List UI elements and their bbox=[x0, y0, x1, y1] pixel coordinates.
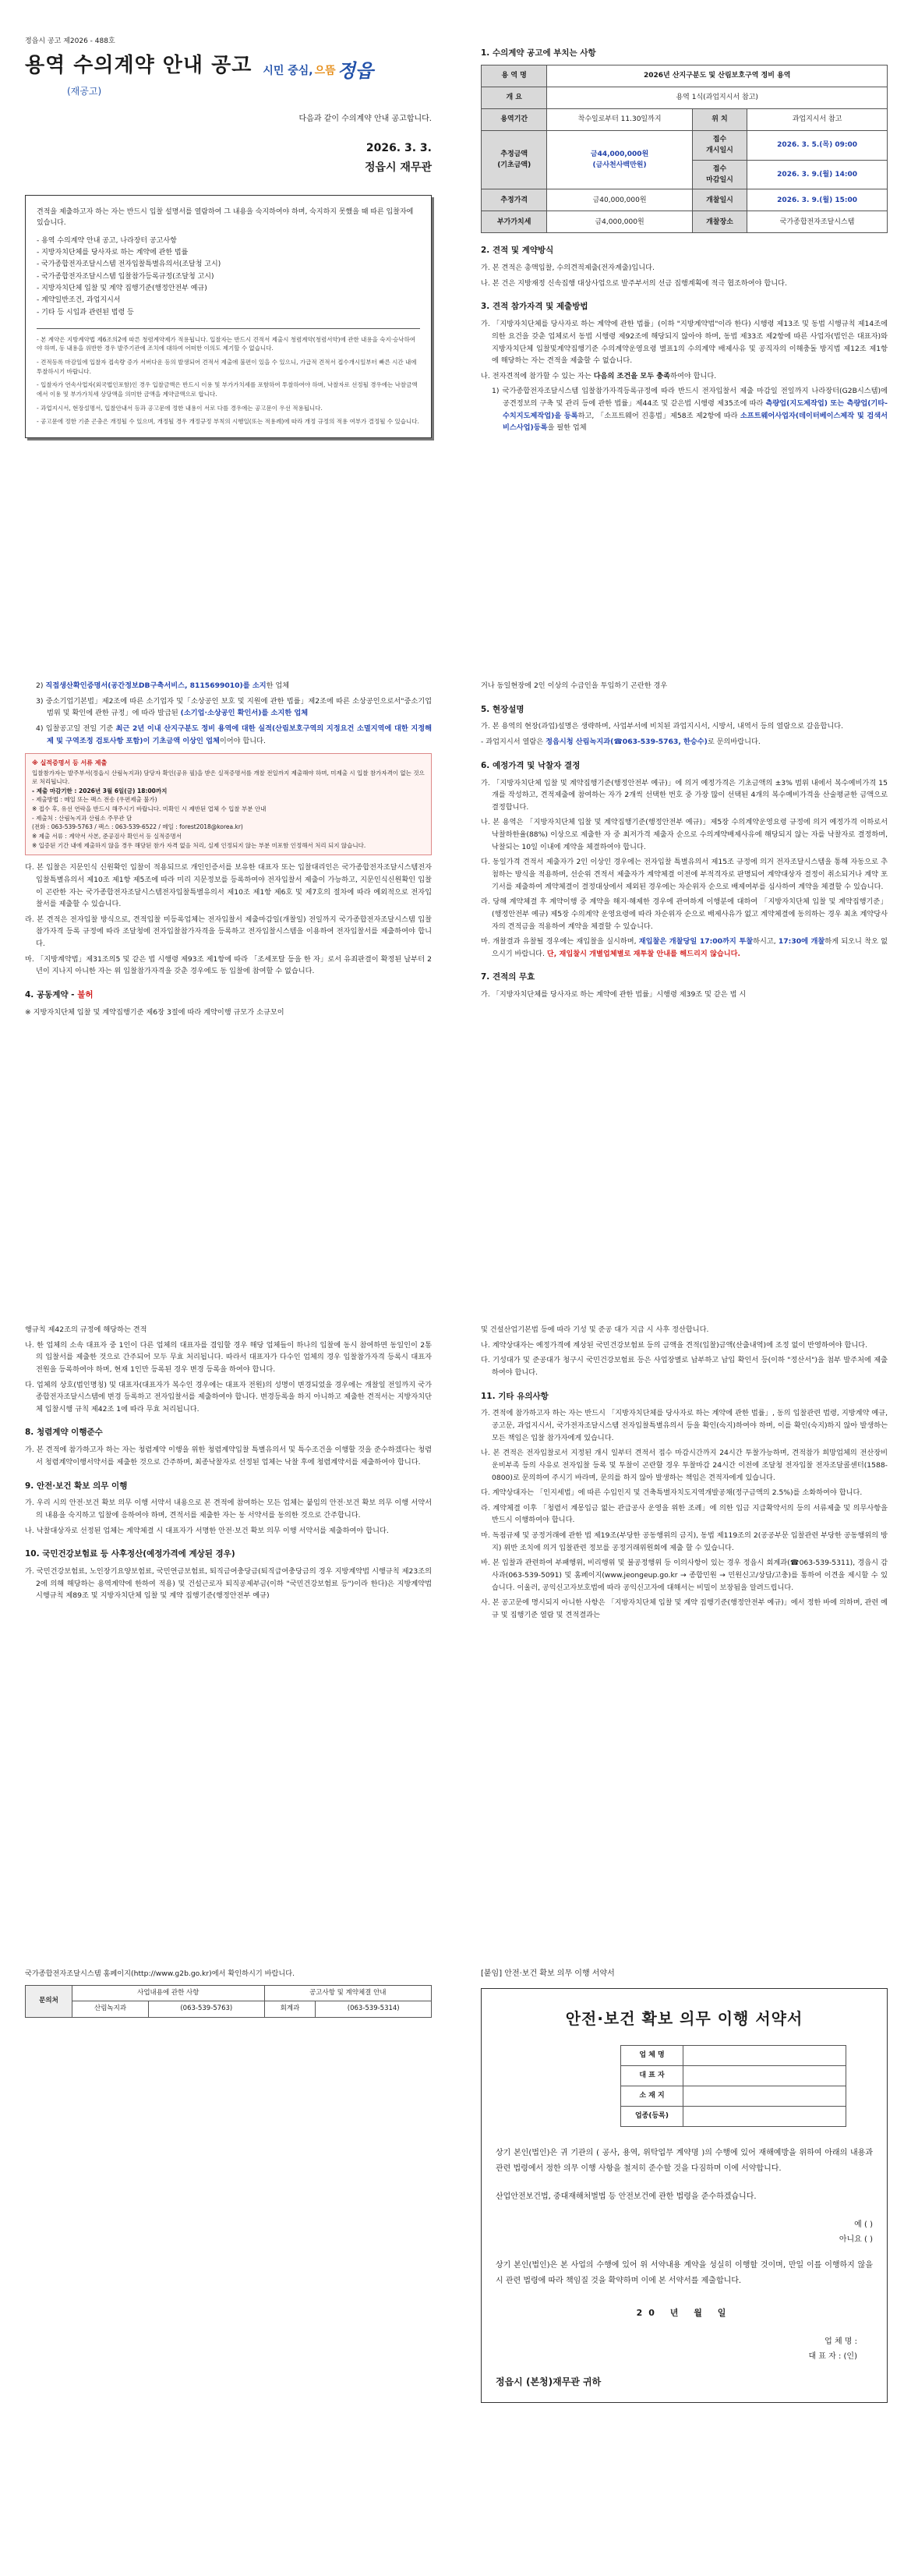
para-2-a: 가. 본 견적은 총액입찰, 수의견적제출(전자계출)입니다. bbox=[481, 264, 655, 273]
cell-label: 개 요 bbox=[482, 87, 547, 108]
warn-item: - 제출방법 : 메일 또는 팩스 전송 (우편제출 불가) bbox=[32, 796, 157, 804]
field-address[interactable] bbox=[683, 2086, 846, 2107]
list-item: - 용역 수의계약 안내 공고, 나라장터 공고사항 bbox=[37, 236, 177, 245]
warn-deadline: - 제출 마감기한 : 2026년 3월 6일(금) 18:00까지 bbox=[32, 787, 168, 794]
section-4-heading: 4. 공동계약 - 불허 bbox=[25, 989, 94, 1000]
para-6-a: 가. 「지방자치단체 입찰 및 계약집행기준(행정안전부 예규)」에 의거 예정가격은 기초금액의 ±3% 범위 내에서 복수예비가격 15개를 작성하고, 견적제출에 참여하는 자가 2개씩 선택한 번호 중 가장 많이 선택된 4개의 복수예비가격을 산술평균한 금액으로 결정합니다. bbox=[481, 778, 888, 812]
sign-representative: 대 표 자 : (인) bbox=[808, 2351, 857, 2361]
cell-value: 금40,000,000원 bbox=[547, 189, 692, 211]
cell-label: 부가가치세 bbox=[482, 211, 547, 233]
document-submission-box bbox=[25, 753, 432, 855]
para-3-a: 가. 「지방자치단체를 당사자로 하는 계약에 관한 법률」(이하 "지방계약법"이라 한다) 시행령 제13조 및 동법 시행규칙 제14조에 의한 요건을 갖춘 업체로서 동법 시행령 제92조에 해당되지 않아야 하며, 동법 제33조 제2항에 따른 사업자(법인은 대표자)와 지방자치단체 입찰및계약집행기준 수의계약운영요령 별표1의 수의계약 배제사유 및 공직자의 이해충돌 방지법 제12조 제1항에 해당하는 자는 견적을 제출할 수 없습니다. bbox=[481, 320, 888, 366]
para-3-3: 3) 중소기업기본법」제2조에 따른 소기업자 및「소상공인 보호 및 지원에 관한 법률」제2조에 따른 소상공인으로서"중소기업 범위 및 확인에 관한 규정」에 따라 발급된 (소기업·소상공인 확인서)를 소지한 업체 bbox=[36, 696, 432, 718]
cell-value: 착수일로부터 11.30일까지 bbox=[547, 108, 692, 130]
contact-header: 사업내용에 관한 사항 bbox=[72, 1985, 265, 2001]
field-company-name[interactable] bbox=[683, 2046, 846, 2066]
para-3-4: 4) 입찰공고일 전일 기준 최근 2년 이내 산지구분도 정비 용역에 대한 실적(산림보호구역의 지정요건 소멸지역에 대한 지정해제 및 구역조정 검토사항 포함)이 기초금액 이상인 업체이어야 합니다. bbox=[36, 724, 432, 745]
page-7 bbox=[0, 1932, 455, 2576]
field-label: 업종(등록) bbox=[621, 2107, 683, 2127]
slogan-part-1: 시민 중심, bbox=[263, 65, 313, 78]
intro-text: 다음과 같이 수의계약 안내 공고합니다. bbox=[298, 115, 432, 124]
para-7-a: 가. 「지방자치단체를 당사자로 하는 계약에 관한 법률」시행령 제39조 및 같은 법 시 bbox=[481, 990, 747, 1000]
form-text-1: 상기 본인(법인)은 귀 기관의 ( 공사, 용역, 위탁업무 계약명 )의 수행에 있어 재해예방을 위하여 아래의 내용과 관련 법령에서 정한 의무 이행 사항을 철저히 준수할 것을 다짐하며 이에 서약합니다. bbox=[496, 2149, 873, 2173]
para-9-a: 가. 우리 시의 안전·보건 확보 의무 이행 서약서 내용으로 본 견적에 참여하는 모든 업체는 붙임의 안전·보건 확보 의무 이행 서약서의 내용을 숙지하고 입찰에 응하여야 하며, 견적서를 제출한 자는 동 서약서를 동의한 것으로 간주합니다. bbox=[25, 1499, 432, 1520]
list-item: - 국가종합전자조달시스템 전자입찰특별유의서(조달청 고시) bbox=[37, 260, 221, 269]
warn-text: 입찰참가자는 발주부서(정읍시 산림녹지과) 담당자 확인(공유 필)을 받은 실적증명서를 개찰 전일까지 제출해야 하며, 미제출 시 입찰 참가자격이 없는 것으로 처리됩니다. bbox=[32, 769, 425, 786]
contact-dept: 회계과 bbox=[264, 2001, 316, 2018]
fine-item: - 공고문에 정한 기준 곤충은 개정될 수 있으며, 개정될 경우 개정규정 부칙의 시행일(또는 적용례)에 따라 개정 규정의 적용 여부가 결정될 수 있습니다. bbox=[37, 418, 419, 426]
field-business-type[interactable] bbox=[683, 2107, 846, 2127]
para-5-a: 가. 본 용역의 현장(과업)설명은 생략하며, 사업부서에 비치된 과업지시서, 시방서, 내역서 등의 열람으로 갈음합니다. bbox=[481, 722, 844, 731]
contact-label: 문의처 bbox=[26, 1985, 72, 2017]
para-9-b: 나. 낙찰대상자로 선정된 업체는 계약체결 시 대표자가 서명한 안전·보건 확보 의무 이행 서약서를 제출하여야 합니다. bbox=[25, 1526, 389, 1535]
para-10-a: 가. 국민건강보험료, 노인장기요양보험료, 국민연금보험료, 퇴직금여충당금(퇴직급여충당금의 경우 지방계약법 시행규칙 제23조의2에 의해 해당하는 용역계약에 한하여 적용) 및 건설근로자 퇴직공제부금(이하 "국민건강보험료 등")이라 한다)은 지방계약법 시행규칙 제89조 및 지방자치단체 입찰 및 계약 집행기준(행정안전부 예규) bbox=[25, 1567, 432, 1601]
para-3-ma: 마. 「지방계약법」제31조의5 및 같은 법 시행령 제93조 제1항에 따라 「조세포탈 등을 한 자」로서 유죄판결이 확정된 날부터 2년이 지나지 아니한 자는 위 입찰참가자격을 갖춘 경우에도 동 입찰에 참여할 수 없습니다. bbox=[25, 954, 432, 976]
para-8-a: 가. 본 견적에 참가하고자 하는 자는 청렴계약 이행을 위한 청렴계약입찰 특별유의서 및 특수조건을 이행할 것을 준수하겠다는 청렴서 청렴계약이행서약서를 제출한 것으로 간주하며, 최종낙찰자로 선정된 업체는 낙찰 후에 청렴계약서를 제출하여야 합니다. bbox=[25, 1445, 432, 1467]
para-3-2: 2) 직접생산확인증명서(공간정보DB구축서비스, 8115699010)를 소지한 업체 bbox=[36, 681, 290, 690]
para-6-b: 나. 본 용역은 「지방자치단체 입찰 및 계약집행기준(행정안전부 예규)」제5장 수의계약운영요령 규정에 의거 예정가격 이하로서 낙찰하한율(88%) 이상으로 제출한 자 중 최저가격 제출자 순으로 수의계약배제사유에 해당되지 않는 자를 낙찰자로 결정하며, 낙찰되는 10일 이내에 계약을 체결하여야 합니다. bbox=[481, 818, 888, 851]
warn-item: (전화 : 063-539-5763 / 팩스 : 063-539-6522 / 메일 : forest2018@korea.kr) bbox=[32, 823, 243, 831]
warn-item: - 제출처 : 산림녹지과 산림소 주무관 담 bbox=[32, 814, 132, 822]
header bbox=[25, 50, 432, 99]
para-10-na: 나. 계약상대자는 예정가격에 계상된 국민건강보험료 등의 금액을 견적(입찰)금액(산출내역)에 조정 없이 반영하여야 합니다. bbox=[481, 1340, 868, 1350]
city-slogan-logo bbox=[263, 56, 373, 86]
page-5 bbox=[0, 1288, 455, 1932]
page-4 bbox=[456, 644, 911, 1288]
choice-no[interactable]: 아니요 ( ) bbox=[839, 2235, 873, 2244]
para-10-cont: 및 건설산업기본법 등에 따라 기성 및 준공 대가 지급 시 사후 정산합니다. bbox=[481, 1325, 709, 1334]
cell-value: 금4,000,000원 bbox=[547, 211, 692, 233]
cell-label: 개찰장소 bbox=[692, 211, 747, 233]
form-date: 20 년 월 일 bbox=[636, 2308, 733, 2318]
cell-label: 개찰일시 bbox=[692, 189, 747, 211]
para-6-d: 라. 당해 계약체결 후 계약이행 중 계약을 해지·해제한 경우에 관여하게 이행분에 대하여 「지방자치단체 입찰 및 계약집행기준」(행정안전부 예규) 제5장 수의계약 운영요령에 따라 차순위자 순으로 배제사유가 없고 계약체결에 동의하는 경우 최초 계약당사자의 견적금을 적용하여 계약을 체결할 수 있습니다. bbox=[481, 897, 888, 931]
warn-title: ※ 실적증명서 등 서류 제출 bbox=[32, 759, 108, 767]
fine-item: - 과업지시서, 현장설명서, 입찰안내서 등과 공고문에 정한 내용이 서로 다를 경우에는 공고문이 우선 적용됩니다. bbox=[37, 404, 323, 412]
page-1 bbox=[0, 0, 455, 644]
field-label: 업 체 명 bbox=[621, 2046, 683, 2066]
choice-yes[interactable]: 예 ( ) bbox=[854, 2220, 873, 2229]
cell-value: 금44,000,000원 (금사천사백만원) bbox=[547, 130, 692, 189]
slogan-part-3: 정읍 bbox=[337, 60, 374, 83]
para-11-ra: 라. 계약체결 이후 「청렴서 계몽입금 없는 관급공사 운영을 위한 조례」에 의한 입금 지급확약서의 등의 서류제출 및 의무사항을 반드시 이행하여야 합니다. bbox=[481, 1503, 888, 1525]
para-11-ma: 마. 독점규제 및 공정거래에 관한 법 제19조(부당한 공동행위의 금지), 동법 제119조의 2(공공부문 입찰관련 부당한 공동행위의 방지) 위반 조치에 의거 입찰관련 정보를 공정거래위원회에 제출 할 수 있습니다. bbox=[481, 1531, 888, 1552]
notice-list bbox=[37, 235, 420, 319]
field-label: 대 표 자 bbox=[621, 2066, 683, 2086]
list-item: - 국가종합전자조달시스템 입찰참가등록규정(조달청 고시) bbox=[37, 272, 214, 281]
para-11-da: 다. 계약상대자는 「인지세법」에 따른 수입인지 및 건축특별자치도지역개발공채(정구금액의 2.5%)를 소화하여야 합니다. bbox=[481, 1488, 863, 1498]
list-item: - 지방자치단체를 당사자로 하는 계약에 관한 법률 bbox=[37, 249, 189, 257]
fine-item: - 본 계약은 지방계약법 제6조의2에 따른 청렴계약제가 적용됩니다. 입찰자는 반드시 견적서 제출시 청렴계약(청렴서약)에 관한 내용을 숙지·승낙하여야 하며, 동 내용을 위반한 경우 발주기관에 조치에 대하여 어떠한 이의도 제기할 수 없습니다. bbox=[37, 335, 416, 352]
para-10-da: 다. 기성대가 및 준공대가 청구시 국민건강보험료 등은 사업장별로 납부하고 납입 확인서 등(이하 "정산서")을 첨부 발주처에 제출하여야 합니다. bbox=[481, 1356, 888, 1377]
notice-lead: 견적을 제출하고자 하는 자는 반드시 입찰 설명서를 열람하여 그 내용을 숙지하여야 하며, 숙지하지 못했을 때 따른 입찰자에 있습니다. bbox=[37, 207, 414, 228]
para-4-note: ※ 지방자치단체 입찰 및 계약집행기준 제6장 3절에 따라 계약이행 규모가 소규모이 bbox=[25, 1007, 284, 1017]
contact-dept: 산림녹지과 bbox=[72, 2001, 149, 2018]
section-7-heading: 7. 견적의 무효 bbox=[481, 972, 535, 982]
cell-value: 2026년 산지구분도 및 산림보호구역 정비 용역 bbox=[547, 65, 888, 87]
list-item: - 계약일반조건, 과업지시서 bbox=[37, 296, 121, 305]
cell-value: 용역 1식(과업지시서 참고) bbox=[547, 87, 888, 108]
form-recipient: 정읍시 (본청)재무관 귀하 bbox=[496, 2376, 602, 2387]
page-title: 용역 수의계약 안내 공고 bbox=[25, 54, 252, 78]
cell-label: 추정금액 (기초금액) bbox=[482, 130, 547, 189]
section-3-heading: 3. 견적 참가자격 및 제출방법 bbox=[481, 302, 588, 312]
contact-table bbox=[25, 1985, 432, 2018]
list-item: - 지방자치단체 입찰 및 계약 집행기준(행정안전부 예규) bbox=[37, 284, 207, 292]
para-3-ra: 라. 본 견적은 전자입찰 방식으로, 견적입찰 미등록업체는 전자입찰서 제출마감일(개찰일) 전일까지 국가종합전자조달시스템 입찰참가자격 등록 규정에 따라 조달청에 전자입찰참가자격을 등록하고 전자입찰시스템을 이용하여 전자입찰서를 제출하여야 합니다. bbox=[25, 915, 432, 949]
sign-company: 업 체 명 : bbox=[824, 2337, 857, 2346]
para-11-sa: 사. 본 공고문에 명시되지 아니한 사항은 「지방자치단체 입찰 및 계약 집행기준(행정안전부 예규)」에서 정한 바에 의하며, 관련 예규 및 집행기준 열람 및 견적결과는 bbox=[481, 1598, 888, 1619]
slogan-part-2: 으뜸 bbox=[314, 65, 336, 78]
cell-value: 2026. 3. 9.(월) 14:00 bbox=[747, 160, 888, 189]
form-signature bbox=[496, 2334, 873, 2364]
form-fields-table bbox=[620, 2045, 846, 2127]
page-2 bbox=[456, 0, 911, 644]
cell-value: 2026. 3. 9.(월) 15:00 bbox=[747, 189, 888, 211]
cell-label: 위 치 bbox=[692, 108, 747, 130]
para-6-e: 마. 개찰결과 유찰될 경우에는 재입찰을 실시하며, 재입찰은 개찰당일 17:00까지 투찰하시고, 17:30에 개찰하게 되오니 착오 없으시기 바랍니다. 단, 재입찰시 개별업체별로 재투찰 안내를 해드리지 않습니다. bbox=[481, 937, 888, 958]
pledge-form bbox=[481, 1988, 888, 2403]
cell-value: 과업지시서 참고 bbox=[747, 108, 888, 130]
para-11-cont: 국가종합전자조달시스템 홈페이지(http://www.g2b.go.kr)에서 확인하시기 바랍니다. bbox=[25, 1969, 295, 1978]
form-choice bbox=[496, 2217, 873, 2247]
para-11-na: 나. 본 견적은 전자입찰로서 지정된 개시 일부터 견적서 접수 마감시간까지 24시간 투찰가능하며, 견적참가 희망업체의 전산장비 운비부족 등의 사유로 전자입찰 등록 및 투찰이 곤란할 경우 투찰마감 24시간 이전에 조달청 전자입찰 전자조달콜센터(1588-0800)로 문의하여 주시기 바라며, 문의를 하지 않아 발생하는 책임은 견적자에게 있습니다. bbox=[481, 1449, 888, 1482]
contact-header: 공고사항 및 계약체결 안내 bbox=[264, 1985, 431, 2001]
warn-item: ※ 입증된 기간 내에 제출하지 않을 경우 해당된 참가 자격 없음 처리, 실제 인정되지 않는 부분 미포함 인정해서 처리 되지 않습니다. bbox=[32, 841, 366, 849]
notice-number: 정읍시 공고 제2026 - 488호 bbox=[25, 37, 115, 45]
form-text-2: 산업안전보건법, 중대재해처벌법 등 안전보건에 관한 법령을 준수하겠습니다. bbox=[496, 2192, 757, 2201]
notice-fine-print bbox=[37, 328, 420, 426]
page-6 bbox=[456, 1288, 911, 1932]
page-3 bbox=[0, 644, 455, 1288]
para-11-ba: 바. 본 입찰과 관련하여 부패행위, 비리행위 및 불공정행위 등 이의사항이 있는 경우 정읍시 회계과(☎063-539-5311), 경읍시 감사과(063-539-5091) 및 홈페이지(www.jeongeup.go.kr → 종합민원 → 민원신고/상담/고충)를 통하여 이견을 제시할 수 있습니다. 이울러, 공익신고자보호법에 따라 공익신고자에 대해서는 비밀이 보장됨을 알려드립니다. bbox=[481, 1559, 888, 1592]
warn-item: ※ 제출 서류 : 계약서 사본, 준공검사 확인서 등 실적증명서 bbox=[32, 832, 182, 840]
contact-phone: (063-539-5314) bbox=[316, 2001, 432, 2018]
section-9-heading: 9. 안전·보건 확보 의무 이행 bbox=[25, 1481, 128, 1491]
para-3-1: 1) 국가종합전자조달시스템 입찰참가자격등록규정에 따라 반드시 전자입찰서 제출 마감일 전일까지 나라장터(G2B시스템)에 공견정보의 구축 및 관리 등에 관한 법률」제44조 및 같은법 시행령 제35조에 따라 측량업(지도제작업) 또는 측량업(기타-수치지도제작업)을 등록하고, 「소프트웨어 진흥법」제58조 제2항에 따라 소프트웨어사업자(데이터베이스제작 및 검색서비스사업)등록을 필한 업체 bbox=[492, 387, 888, 433]
section-6-heading: 6. 예정가격 및 낙찰자 결정 bbox=[481, 760, 581, 770]
issuer: 정읍시 재무관 bbox=[364, 161, 432, 174]
field-representative[interactable] bbox=[683, 2066, 846, 2086]
cell-value: 국가종합전자조달시스템 bbox=[747, 211, 888, 233]
para-2-b: 나. 본 건은 지방재정 신속집행 대상사업으로 발주부서의 선금 집행계획에 적극 협조하여야 합니다. bbox=[481, 278, 787, 288]
para-3-da: 다. 본 입찰은 지문인식 신원확인 입찰이 적용되므로 개인인증서를 보유한 대표자 또는 입찰대리인은 국가종합전자조달시스템전자입찰특별유의서 제10조 제1항 제5조에 따라 미리 지문정보를 등록하여야 전자입찰서 제출이 가능하고, 지문인식신원확인 입찰이 곤란한 자는 국가종합전자조달시스템전자입찰특별유의서 제10조 제1항 제6호 및 제7호의 절차에 따라 예외적으로 전자입찰서를 제출할 수 있습니다. bbox=[25, 863, 432, 909]
cell-label: 접수 개시일시 bbox=[692, 130, 747, 160]
attachment-label: [붙임] 안전·보건 확보 의무 이행 서약서 bbox=[481, 1969, 615, 1978]
cell-value: 2026. 3. 5.(목) 09:00 bbox=[747, 130, 888, 160]
cell-label: 접수 마감일시 bbox=[692, 160, 747, 189]
section-1-heading: 1. 수의계약 공고에 부치는 사항 bbox=[481, 48, 596, 58]
field-label: 소 재 지 bbox=[621, 2086, 683, 2107]
para-3-b: 나. 전자견적에 참가할 수 있는 자는 다음의 조건을 모두 충족하여야 합니다. bbox=[481, 371, 717, 380]
para-7-da: 다. 업체의 상호(법인명칭) 및 대표자(대표자가 복수인 경우에는 대표자 전원)의 성명이 변경되었을 경우에는 개찰일 전일까지 국가종합전자조달시스템에 변경 등록하고 전자입찰서를 제출하여야 합니다. 변경등록을 하지 아니하고 제출한 견적서는 지방자치단체 입찰시행 규칙 제42조 1에 따라 무효 처리됩니다. bbox=[25, 1380, 432, 1414]
contact-phone: (063-539-5763) bbox=[149, 2001, 265, 2018]
section-10-heading: 10. 국민건강보험료 등 사후정산(예정가격에 계상된 경우) bbox=[25, 1549, 235, 1559]
section-8-heading: 8. 청렴계약 이행준수 bbox=[25, 1428, 103, 1438]
form-text-3: 상기 본인(법인)은 본 사업의 수행에 있어 위 서약내용 계약을 성실히 이행할 것이며, 만일 이를 이행하지 않을 시 관련 법령에 따라 책임질 것을 확약하며 이에 본 서약서를 제출합니다. bbox=[496, 2261, 873, 2285]
fine-item: - 견적등록 마감일에 입찰자 접속량 증가 서버다운 등의 발생되어 견적서 제출에 불편이 있을 수 있으니, 가급적 견적서 접수개시일부터 빠른 시간 내에 투찰하시기 바랍니다. bbox=[37, 359, 417, 375]
warn-item: ※ 접수 후, 유선 연락을 반드시 해주시기 바랍니다. 미확인 시 제반된 업체 수 입찰 부분 안내 bbox=[32, 805, 267, 813]
cell-label: 용 역 명 bbox=[482, 65, 547, 87]
contract-info-table bbox=[481, 65, 888, 234]
notice-box bbox=[25, 195, 432, 438]
para-4-cont: 거나 동일현장에 2인 이상의 수급인을 투입하기 곤란한 경우 bbox=[481, 681, 668, 690]
page-8 bbox=[456, 1932, 911, 2576]
cell-label: 용역기간 bbox=[482, 108, 547, 130]
notice-date: 2026. 3. 3. bbox=[365, 142, 432, 155]
section-5-heading: 5. 현장설명 bbox=[481, 704, 524, 714]
para-7-na: 나. 한 업체의 소속 대표자 중 1인이 다른 업체의 대표자를 겸임할 경우 해당 업체들이 하나의 입찰에 동시 참여하면 동일인이 2통의 입찰서를 제출한 것으로 간주되어 모두 무효 처리됩니다. 따라서 대표자가 다수인 업체의 경우 입찰참가자격 등록시 대표자 전원을 등록하여야 하며, 현재 1인만 등록된 경우 변경 등록을 하여야 합니다. bbox=[25, 1340, 432, 1374]
para-11-ga: 가. 견적에 참가하고자 하는 자는 반드시 「지방자치단체를 당사자로 하는 계약에 관한 법률」, 동의 입찰관련 법령, 지방계약 예규, 공고문, 과업지시서, 국가전자조달시스템 전자입찰특별유의서 등을 확인(숙지)하여야 하며, 이를 확인(숙지)하지 않아 발생하는 모든 책임은 입찰 참가자에게 있습니다. bbox=[481, 1409, 888, 1442]
fine-item: - 입찰자가 연속사업자(외국법인포함)인 경우 입찰금액은 반드시 이용 및 부가가치세를 포함하여 투찰하여야 하며, 낙찰자로 선정될 경우에는 낙찰금액에서 이용 및 부가가치세 상당액을 의미한 금액을 계약금액으로 합니다. bbox=[37, 381, 418, 398]
list-item: - 기타 등 시입과 관련된 법령 등 bbox=[37, 308, 134, 317]
form-title: 안전·보건 확보 의무 이행 서약서 bbox=[565, 2009, 803, 2028]
page-subtitle: (재공고) bbox=[67, 85, 102, 97]
para-6-c: 다. 동일가격 견적서 제출자가 2인 이상인 경우에는 전자입찰 특별유의서 제15조 규정에 의거 전자조달시스템을 통해 자동으로 추첨하는 방식을 적용하며, 선순위 견적서 제출자가 계약체결 이전에 부적격자로 판명되어 계약대상자 결정이 취소되거나 계약 포기서를 제출하여 계약체결이 결정대상에서 제외된 경우에는 차순위자 순으로 배제여부를 심사하여 계약을 체결할 수 있습니다. bbox=[481, 858, 888, 891]
section-11-heading: 11. 기타 유의사항 bbox=[481, 1391, 549, 1401]
cell-label: 추정가격 bbox=[482, 189, 547, 211]
para-5-b: - 과업지시서 열람은 정읍시청 산림녹지과(☎063-539-5763, 한승수)로 문의바랍니다. bbox=[481, 738, 761, 747]
para-7-cont: 행규칙 제42조의 규정에 해당하는 견적 bbox=[25, 1325, 147, 1334]
section-2-heading: 2. 견적 및 계약방식 bbox=[481, 246, 554, 256]
